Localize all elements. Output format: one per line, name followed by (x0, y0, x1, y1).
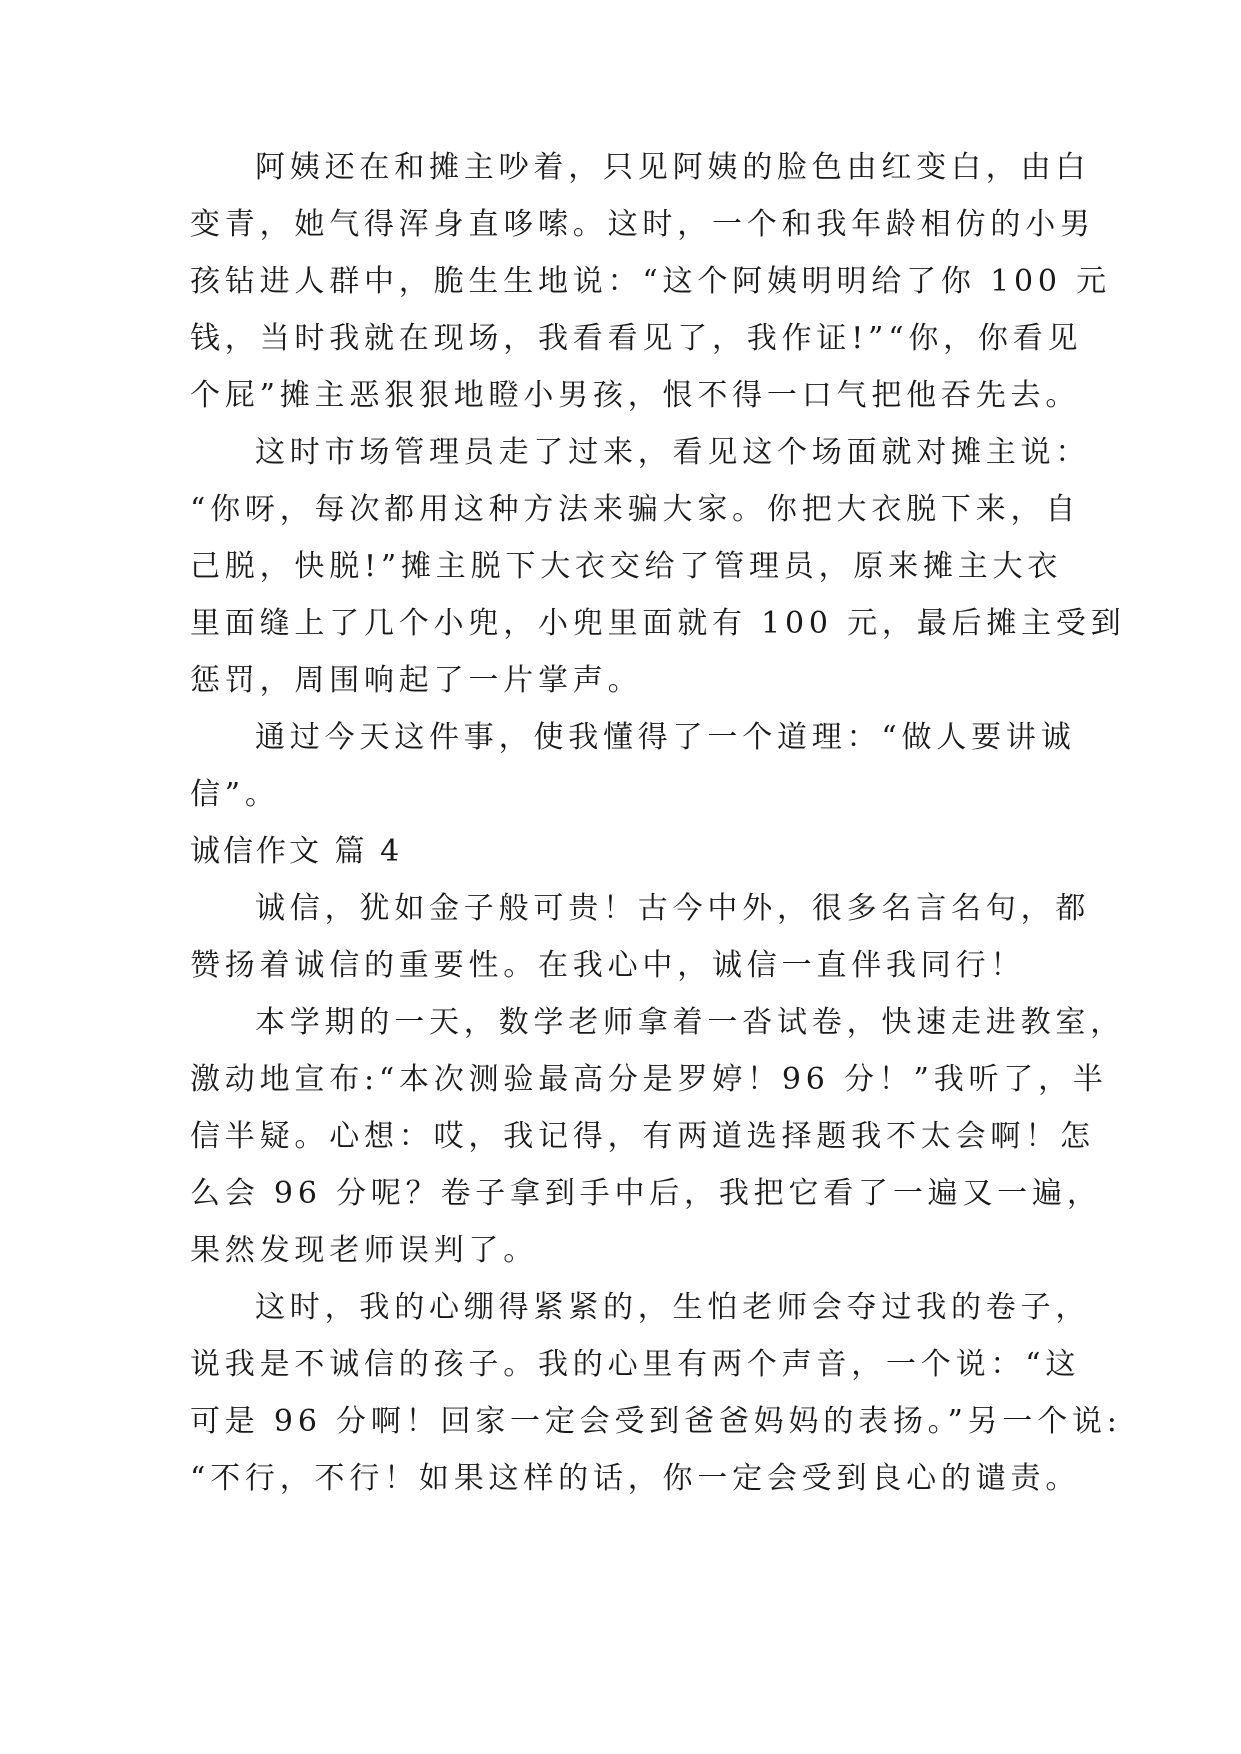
paragraph-line: 这时，我的心绷得紧紧的，生怕老师会夺过我的卷子， (255, 1290, 1091, 1325)
paragraph-line: 可是 96 分啊！回家一定会受到爸爸妈妈的表扬。”另一个说: (190, 1404, 1122, 1439)
paragraph-line: 信”。 (190, 777, 280, 812)
section-heading: 诚信作文 篇 4 (190, 834, 403, 869)
paragraph-line: 个屁”摊主恶狠狠地瞪小男孩，恨不得一口气把他吞先去。 (190, 378, 1081, 413)
paragraph-line: 阿姨还在和摊主吵着，只见阿姨的脸色由红变白，由白 (255, 150, 1091, 185)
paragraph-line: 果然发现老师误判了。 (190, 1233, 538, 1268)
paragraph-line: 里面缝上了几个小兜，小兜里面就有 100 元，最后摊主受到 (190, 606, 1126, 641)
paragraph-line: 变青，她气得浑身直哆嗦。这时，一个和我年龄相仿的小男 (190, 207, 1095, 242)
paragraph-line: 钱，当时我就在现场，我看看见了，我作证!”“你，你看见 (190, 321, 1083, 356)
paragraph-line: 赞扬着诚信的重要性。在我心中，诚信一直伴我同行！ (190, 948, 1026, 983)
paragraph-line: 信半疑。心想：哎，我记得，有两道选择题我不太会啊！怎 (190, 1119, 1095, 1154)
paragraph-line: “不行，不行！如果这样的话，你一定会受到良心的谴责。 (190, 1461, 1081, 1496)
paragraph-line: 激动地宣布:“本次测验最高分是罗婷！96 分！”我听了，半 (190, 1062, 1108, 1097)
paragraph-line: 孩钻进人群中，脆生生地说：“这个阿姨明明给了你 100 元 (190, 264, 1111, 299)
paragraph-line: 诚信，犹如金子般可贵！古今中外，很多名言名句，都 (255, 891, 1091, 926)
paragraph-line: 通过今天这件事，使我懂得了一个道理：“做人要讲诚 (255, 720, 1076, 755)
paragraph-line: 惩罚，周围响起了一片掌声。 (190, 663, 643, 698)
paragraph-line: 么会 96 分呢？卷子拿到手中后，我把它看了一遍又一遍， (190, 1176, 1102, 1211)
paragraph-line: 己脱，快脱!”摊主脱下大衣交给了管理员，原来摊主大衣 (190, 549, 1063, 584)
paragraph-line: 说我是不诚信的孩子。我的心里有两个声音，一个说：“这 (190, 1347, 1081, 1382)
paragraph-line: 本学期的一天，数学老师拿着一沓试卷，快速走进教室， (255, 1005, 1125, 1040)
paragraph-line: 这时市场管理员走了过来，看见这个场面就对摊主说： (255, 435, 1091, 470)
paragraph-line: “你呀，每次都用这种方法来骗大家。你把大衣脱下来，自 (190, 492, 1081, 527)
